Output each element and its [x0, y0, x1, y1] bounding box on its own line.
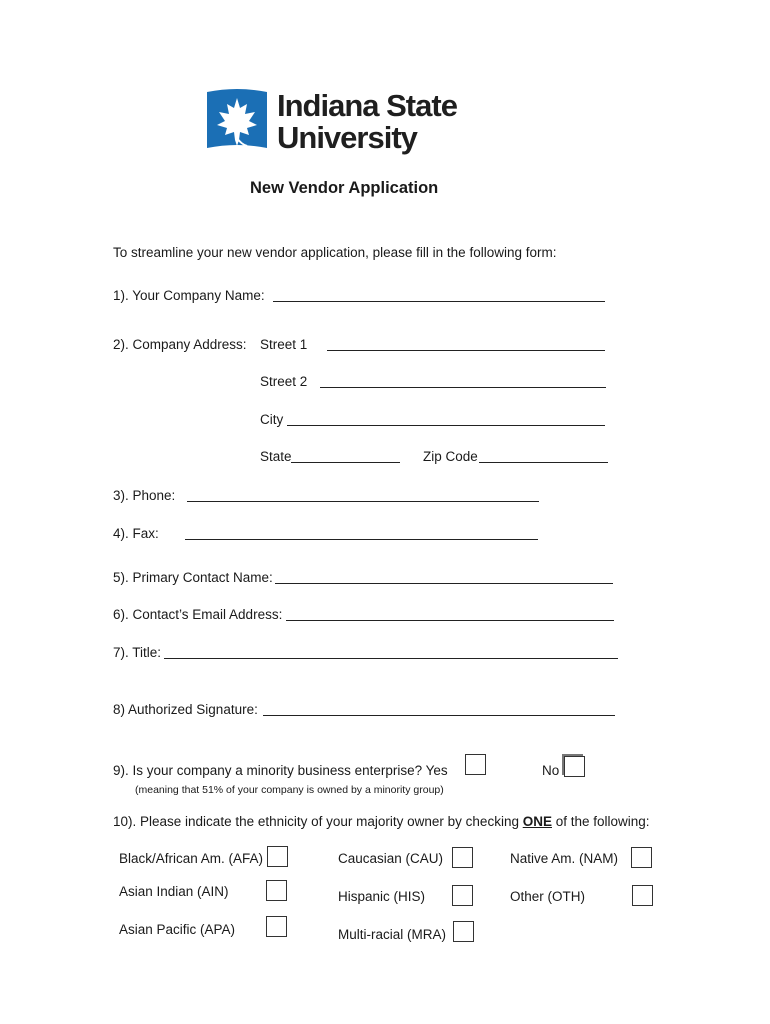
minority-note: (meaning that 51% of your company is owned by a minority group): [135, 784, 444, 796]
option-oth-checkbox[interactable]: [632, 885, 653, 906]
state-field[interactable]: [291, 462, 400, 463]
zip-field[interactable]: [479, 462, 608, 463]
option-his-label: Hispanic (HIS): [338, 889, 426, 904]
primary-contact-field[interactable]: [275, 583, 613, 584]
logo-line-2: University: [277, 120, 417, 155]
minority-no-checkbox[interactable]: [564, 756, 585, 777]
option-cau-checkbox[interactable]: [452, 847, 473, 868]
option-apa-label: Asian Pacific (APA): [119, 922, 236, 937]
page-title: New Vendor Application: [250, 179, 439, 197]
contact-email-field[interactable]: [286, 620, 614, 621]
minority-no-label: No: [542, 763, 560, 778]
street2-label: Street 2: [260, 374, 308, 389]
option-nam-checkbox[interactable]: [631, 847, 652, 868]
title-label: 7). Title:: [113, 645, 162, 660]
primary-contact-label: 5). Primary Contact Name:: [113, 570, 273, 585]
option-mra-checkbox[interactable]: [453, 921, 474, 942]
ethnicity-prompt-start: 10). Please indicate the ethnicity of your majority owner by checking: [113, 814, 523, 829]
option-apa-checkbox[interactable]: [266, 916, 287, 937]
option-afa-label: Black/African Am. (AFA): [119, 851, 264, 866]
phone-field[interactable]: [187, 501, 539, 502]
state-label: State: [260, 449, 292, 464]
option-mra-label: Multi-racial (MRA): [338, 927, 446, 942]
option-his-checkbox[interactable]: [452, 885, 473, 906]
maple-leaf-logo-icon: [207, 88, 267, 156]
ethnicity-prompt-emphasis: ONE: [522, 814, 552, 829]
city-field[interactable]: [287, 425, 605, 426]
street1-field[interactable]: [327, 350, 605, 351]
company-name-label: 1). Your Company Name:: [113, 288, 265, 303]
zip-label: Zip Code: [423, 449, 478, 464]
fax-label: 4). Fax:: [113, 526, 159, 541]
fax-field[interactable]: [185, 539, 538, 540]
intro-text: To streamline your new vendor application, please fill in the following form:: [113, 245, 557, 260]
option-ain-checkbox[interactable]: [266, 880, 287, 901]
street1-label: Street 1: [260, 337, 308, 352]
street2-field[interactable]: [320, 387, 606, 388]
minority-question: 9). Is your company a minority business enterprise? Yes: [113, 763, 448, 778]
ethnicity-prompt-end: of the following:: [551, 814, 650, 829]
option-afa-checkbox[interactable]: [267, 846, 288, 867]
university-logo: [207, 88, 497, 160]
company-name-field[interactable]: [273, 301, 605, 302]
minority-yes-checkbox[interactable]: [465, 754, 486, 775]
logo-line-1: Indiana State: [277, 88, 457, 123]
city-label: City: [260, 412, 284, 427]
signature-label: 8) Authorized Signature:: [113, 702, 258, 717]
contact-email-label: 6). Contact’s Email Address:: [113, 607, 283, 622]
option-cau-label: Caucasian (CAU): [338, 851, 444, 866]
title-field[interactable]: [164, 658, 618, 659]
ethnicity-prompt: [113, 814, 650, 830]
option-oth-label: Other (OTH): [510, 889, 586, 904]
company-address-label: 2). Company Address:: [113, 337, 247, 352]
option-nam-label: Native Am. (NAM): [510, 851, 619, 866]
signature-field[interactable]: [263, 715, 615, 716]
phone-label: 3). Phone:: [113, 488, 176, 503]
option-ain-label: Asian Indian (AIN): [119, 884, 229, 899]
